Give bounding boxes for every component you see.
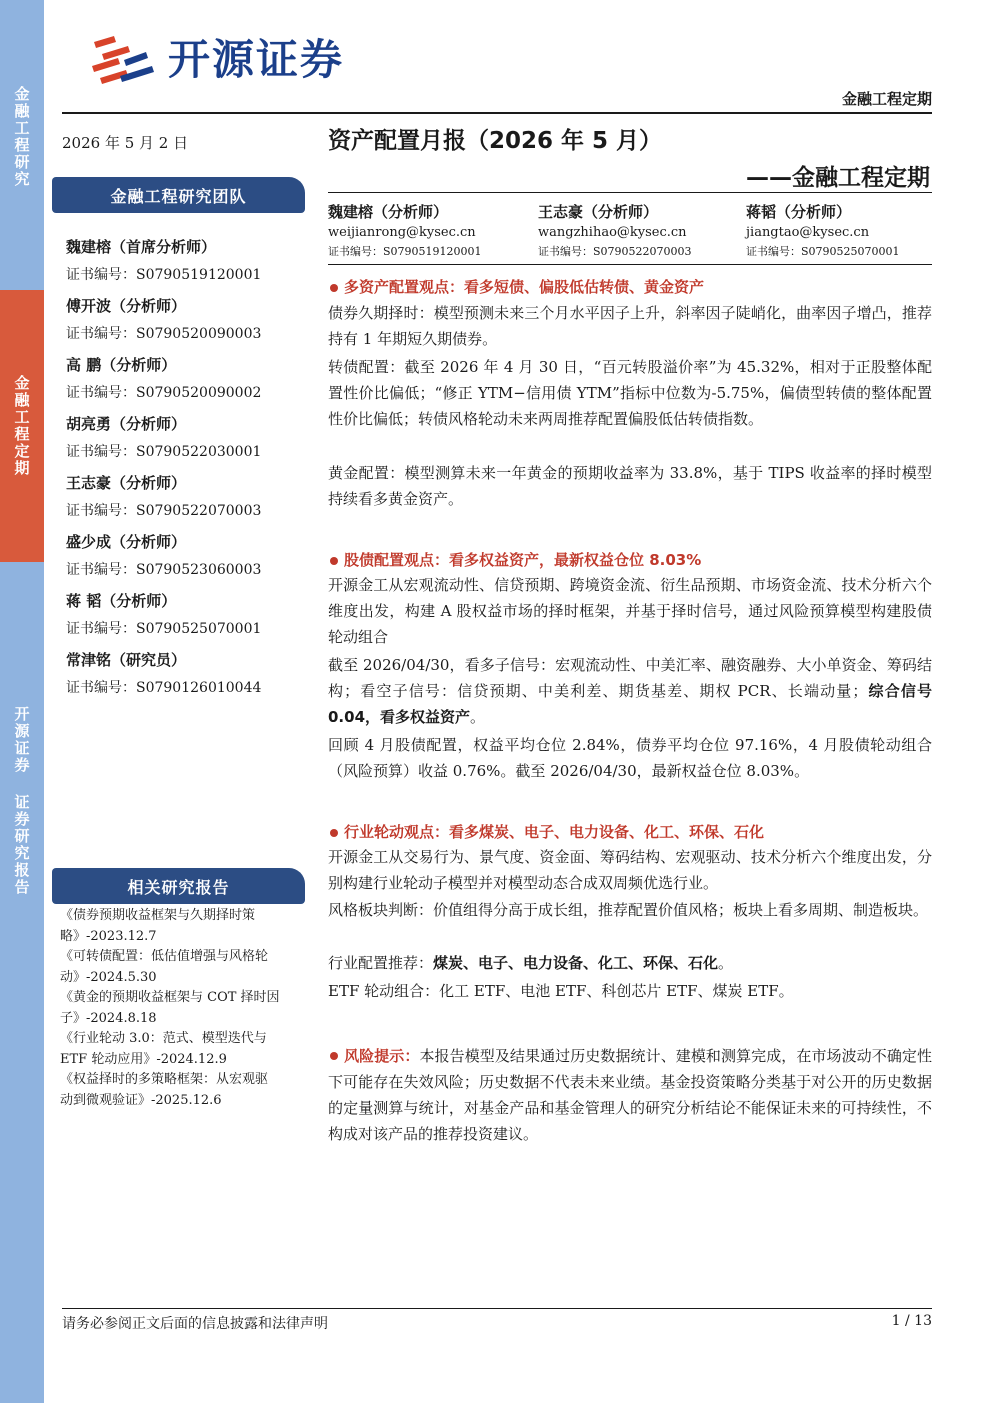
report-title: 资产配置月报（2026 年 5 月） <box>328 128 663 154</box>
risk-text: 本报告模型及结果通过历史数据统计、建模和测算完成，在市场波动不确定性下可能存在失效风险；历史数据不代表未来业绩。基金投资策略分类基于对公开的历史数据的定量测算与统计，对基金产品和基金管理人的研究分析结论不能保证未来的可持续性，不构成对该产品的推荐投资建议。 <box>328 1047 932 1143</box>
team-member-name: 王志豪（分析师） <box>66 474 187 492</box>
risk-warning <box>328 1043 932 1147</box>
author-cert: 证书编号：S0790522070003 <box>538 245 692 258</box>
side-strip <box>0 0 44 1403</box>
paragraph: 开源金工从交易行为、景气度、资金面、筹码结构、宏观驱动、技术分析六个维度出发，分别构建行业轮动子模型并对模型动态合成双周频优选行业。 <box>328 848 932 892</box>
team-member-name: 蒋 韬（分析师） <box>66 592 177 610</box>
author-block <box>746 202 946 260</box>
team-member-name: 高 鹏（分析师） <box>66 356 177 374</box>
section-heading-multi-asset <box>330 276 704 297</box>
risk-label-text: 风险提示： <box>344 1047 420 1065</box>
author-name: 魏建榕（分析师） <box>328 203 449 221</box>
bullet-icon <box>330 284 338 292</box>
related-report-line[interactable]: 子》-2024.8.18 <box>60 1010 157 1026</box>
header-category: 金融工程定期 <box>841 90 932 108</box>
author-divider <box>328 264 932 265</box>
author-email[interactable]: weijianrong@kysec.cn <box>328 225 476 240</box>
paragraph-text: 。 <box>470 708 486 726</box>
related-report-line[interactable]: 动》-2024.5.30 <box>60 969 157 985</box>
paragraph <box>328 652 932 730</box>
author-block <box>538 202 738 260</box>
paragraph-emphasis: 煤炭、电子、电力设备、化工、环保、石化 <box>433 954 719 972</box>
paragraph-text: 截至 2026/04/30，看多子信号：宏观流动性、中美汇率、融资融券、大小单资金、筹码结构；看空子信号：信贷预期、中美利差、期货基差、期权 PCR、长端动量； <box>328 656 932 700</box>
team-member-cert: 证书编号：S0790126010044 <box>66 680 262 696</box>
brand-logo-icon <box>88 30 158 90</box>
footer-notice: 请务必参阅正文后面的信息披露和法律声明 <box>62 1316 328 1332</box>
related-reports-heading: 相关研究报告 <box>52 868 305 904</box>
related-reports-list <box>60 906 318 1111</box>
risk-label <box>328 1047 419 1065</box>
related-report-line[interactable]: 《权益择时的多策略框架：从宏观驱 <box>60 1072 269 1087</box>
team-member-cert: 证书编号：S0790519120001 <box>66 267 262 283</box>
report-subtitle: ——金融工程定期 <box>746 165 930 191</box>
paragraph <box>328 950 932 976</box>
paragraph: 回顾 4 月股债配置，权益平均仓位 2.84%，债券平均仓位 97.16%，4 月股债轮动组合（风险预算）收益 0.76%。截至 2026/04/30，最新权益仓位 8.03%。 <box>328 736 932 780</box>
paragraph: 开源金工从宏观流动性、信贷预期、跨境资金流、衍生品预期、市场资金流、技术分析六个维度出发，构建 A 股权益市场的择时框架，并基于择时信号，通过风险预算模型构建股债轮动组合 <box>328 576 932 646</box>
header-divider <box>62 112 932 114</box>
strip-label-periodic: 金融工程定期 <box>12 375 31 477</box>
bullet-icon <box>330 829 338 837</box>
paragraph-text: 行业配置推荐： <box>328 954 434 972</box>
section-heading-industry <box>330 821 764 842</box>
footer-divider <box>62 1308 932 1309</box>
team-member-name: 傅开波（分析师） <box>66 297 187 315</box>
team-member-name: 盛少成（分析师） <box>66 533 187 551</box>
team-heading: 金融工程研究团队 <box>52 177 305 213</box>
author-name: 蒋韬（分析师） <box>746 203 852 221</box>
related-report-line[interactable]: 《债券预期收益框架与久期择时策 <box>60 908 256 923</box>
related-report-line[interactable]: ETF 轮动应用》-2024.12.9 <box>60 1051 227 1067</box>
bullet-icon <box>330 1052 338 1060</box>
strip-label-research: 金融工程研究 <box>12 86 31 188</box>
paragraph: ETF 轮动组合：化工 ETF、电池 ETF、科创芯片 ETF、煤炭 ETF。 <box>328 982 794 1000</box>
related-report-line[interactable]: 略》-2023.12.7 <box>60 928 157 944</box>
team-member-cert: 证书编号：S0790523060003 <box>66 562 262 578</box>
paragraph: 黄金配置：模型测算未来一年黄金的预期收益率为 33.8%，基于 TIPS 收益率的择时模型持续看多黄金资产。 <box>328 464 932 508</box>
team-member-cert: 证书编号：S0790520090002 <box>66 385 262 401</box>
paragraph: 风格板块判断：价值组得分高于成长组，推荐配置价值风格；板块上看多周期、制造板块。 <box>328 901 929 919</box>
title-divider <box>328 192 932 193</box>
strip-section-brand <box>0 706 44 896</box>
related-report-line[interactable]: 《可转债配置：低估值增强与风格轮 <box>60 949 269 964</box>
team-member-name: 魏建榕（首席分析师） <box>66 238 217 256</box>
section-heading-text: 股债配置观点：看多权益资产，最新权益仓位 8.03% <box>344 551 702 569</box>
paragraph: 转债配置：截至 2026 年 4 月 30 日，“百元转股溢价率”为 45.32%，相对于正股整体配置性价比偏低；“修正 YTM−信用债 YTM”指标中位数为-5.75%，偏债型转债的整体配置性价比偏低；转债风格轮动未来两周推荐配置偏股低估转债指数。 <box>328 358 932 428</box>
brand-logo-text: 开源证券 <box>168 35 345 84</box>
team-member-cert: 证书编号：S0790522030001 <box>66 444 262 460</box>
author-name: 王志豪（分析师） <box>538 203 659 221</box>
bullet-icon <box>330 557 338 565</box>
team-member-name: 胡亮勇（分析师） <box>66 415 187 433</box>
team-member-name: 常津铭（研究员） <box>66 651 187 669</box>
strip-section-research <box>0 86 44 188</box>
section-heading-stock-bond <box>330 549 701 570</box>
author-cert: 证书编号：S0790525070001 <box>746 245 900 258</box>
paragraph-text: 。 <box>718 954 734 972</box>
section-heading-text: 多资产配置观点：看多短债、偏股低估转债、黄金资产 <box>344 278 705 296</box>
report-date: 2026 年 5 月 2 日 <box>62 134 189 152</box>
paragraph-emphasis: 综合信号 0.04，看多权益资产 <box>328 682 932 726</box>
author-email[interactable]: jiangtao@kysec.cn <box>746 225 870 240</box>
section-heading-text: 行业轮动观点：看多煤炭、电子、电力设备、化工、环保、石化 <box>344 823 765 841</box>
page-number: 1 / 13 <box>891 1313 932 1329</box>
author-email[interactable]: wangzhihao@kysec.cn <box>538 225 687 240</box>
team-member-cert: 证书编号：S0790520090003 <box>66 326 262 342</box>
author-block <box>328 202 528 260</box>
strip-section-periodic <box>0 290 44 562</box>
author-cert: 证书编号：S0790519120001 <box>328 245 482 258</box>
related-report-line[interactable]: 《黄金的预期收益框架与 COT 择时因 <box>60 990 280 1005</box>
paragraph: 债券久期择时：模型预测未来三个月水平因子上升，斜率因子陡峭化，曲率因子增凸，推荐持有 1 年期短久期债券。 <box>328 304 932 348</box>
team-member-cert: 证书编号：S0790522070003 <box>66 503 262 519</box>
team-member-cert: 证书编号：S0790525070001 <box>66 621 262 637</box>
strip-label-brand: 开源证券 证券研究报告 <box>12 706 31 896</box>
related-report-line[interactable]: 动到微观验证》-2025.12.6 <box>60 1092 222 1108</box>
related-report-line[interactable]: 《行业轮动 3.0：范式、模型迭代与 <box>60 1031 267 1046</box>
